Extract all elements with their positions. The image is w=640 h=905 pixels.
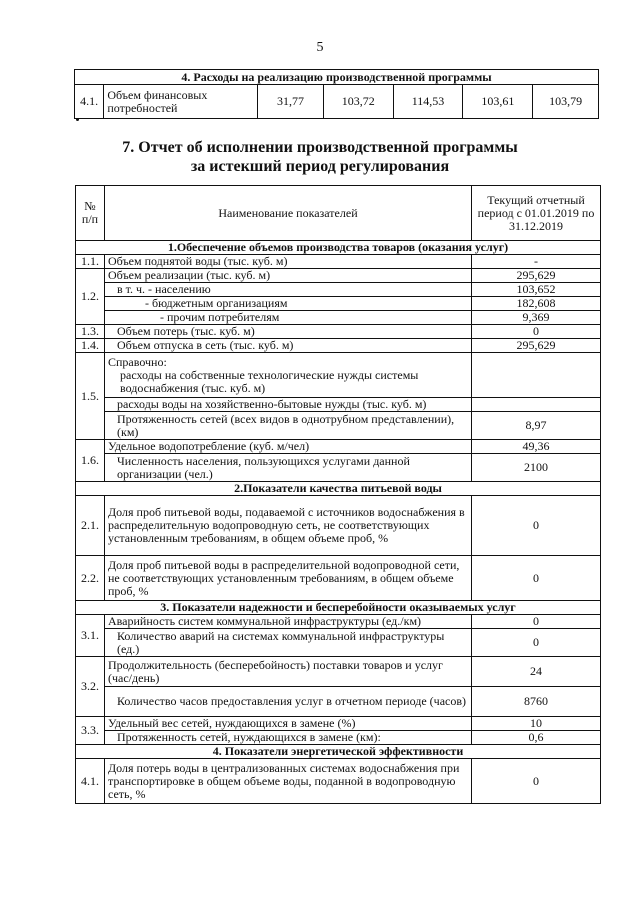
report-table — [75, 185, 601, 804]
row-value: 9,369 — [472, 311, 601, 325]
row-label: Численность населения, пользующихся услугами данной организации (чел.) — [105, 454, 472, 482]
row-num: 4.1. — [76, 759, 105, 804]
row-label: - прочим потребителям — [105, 311, 472, 325]
row-value: 0 — [472, 615, 601, 629]
row-label: в т. ч. - населению — [105, 283, 472, 297]
row-label: Продолжительность (бесперебойность) поставки товаров и услуг (час/день) — [105, 657, 472, 687]
row-label: Удельное водопотребление (куб. м/чел) — [105, 440, 472, 454]
row-label: Объем потерь (тыс. куб. м) — [105, 325, 472, 339]
title-line-2: за истекший период регулирования — [190, 158, 450, 175]
row-label: Доля потерь воды в централизованных системах водоснабжения при транспортировке в общем объеме воды, поданной в водопроводную сеть, % — [105, 759, 472, 804]
row-value: 0 — [472, 496, 601, 556]
row-num: 1.1. — [76, 255, 105, 269]
col-num-header: № п/п — [76, 186, 105, 241]
row-label — [105, 353, 472, 398]
row-num: 3.1. — [76, 615, 105, 657]
value-cell: 103,79 — [533, 85, 599, 119]
row-value: 0,6 — [472, 731, 601, 745]
row-value: 295,629 — [472, 269, 601, 283]
value-cell: 31,77 — [258, 85, 324, 119]
row-value: 8,97 — [472, 412, 601, 440]
expenses-header: 4. Расходы на реализацию производственной программы — [75, 70, 599, 85]
row-value — [472, 398, 601, 412]
section-2: 2.Показатели качества питьевой воды — [76, 482, 601, 496]
row-value: 2100 — [472, 454, 601, 482]
row-num: 1.3. — [76, 325, 105, 339]
row-value: 24 — [472, 657, 601, 687]
report-title — [0, 138, 640, 176]
row-label: Доля проб питьевой воды, подаваемой с источников водоснабжения в распределительную водопроводную сеть, не соответствующих установленным требованиям, в общем объеме проб, % — [105, 496, 472, 556]
row-label: Аварийность систем коммунальной инфраструктуры (ед./км) — [105, 615, 472, 629]
row-label: расходы воды на хозяйственно-бытовые нужды (тыс. куб. м) — [105, 398, 472, 412]
row-num: 3.3. — [76, 717, 105, 745]
row-label: - бюджетным организациям — [105, 297, 472, 311]
row-num: 2.1. — [76, 496, 105, 556]
stray-mark — [76, 118, 79, 121]
row-num: 1.6. — [76, 440, 105, 482]
row-label: Объем отпуска в сеть (тыс. куб. м) — [105, 339, 472, 353]
row-value: 0 — [472, 325, 601, 339]
row-num: 3.2. — [76, 657, 105, 717]
row-label-text: расходы на собственные технологические нужды системы водоснабжения (тыс. куб. м) — [120, 367, 419, 395]
row-label: Количество аварий на системах коммунальной инфраструктуры (ед.) — [105, 629, 472, 657]
row-value — [472, 353, 601, 398]
section-3: 3. Показатели надежности и бесперебойности оказываемых услуг — [76, 601, 601, 615]
row-value: 0 — [472, 629, 601, 657]
row-value: 182,608 — [472, 297, 601, 311]
value-cell: 114,53 — [393, 85, 463, 119]
row-value: 8760 — [472, 687, 601, 717]
row-num: 2.2. — [76, 556, 105, 601]
row-label: Доля проб питьевой воды в распределительной водопроводной сети, не соответствующих установленным требованиям, в общем объеме проб, % — [105, 556, 472, 601]
row-value: 103,652 — [472, 283, 601, 297]
row-label: Объем поднятой воды (тыс. куб. м) — [105, 255, 472, 269]
row-value: 295,629 — [472, 339, 601, 353]
row-value: - — [472, 255, 601, 269]
value-cell: 103,61 — [463, 85, 533, 119]
page-number: 5 — [316, 40, 324, 55]
row-label: Объем реализации (тыс. куб. м) — [105, 269, 472, 283]
row-num: 1.4. — [76, 339, 105, 353]
row-num: 4.1. — [75, 85, 104, 119]
value-cell: 103,72 — [323, 85, 393, 119]
col-period-header: Текущий отчетный период с 01.01.2019 по 31.12.2019 — [472, 186, 601, 241]
row-value: 0 — [472, 759, 601, 804]
section-1: 1.Обеспечение объемов производства товаров (оказания услуг) — [76, 241, 601, 255]
row-label: Объем финансовых потребностей — [104, 85, 258, 119]
row-num: 1.5. — [76, 353, 105, 440]
title-line-1: 7. Отчет об исполнении производственной программы — [122, 139, 518, 156]
row-num: 1.2. — [76, 269, 105, 325]
row-label: Количество часов предоставления услуг в отчетном периоде (часов) — [105, 687, 472, 717]
section-4: 4. Показатели энергетической эффективности — [76, 745, 601, 759]
col-name-header: Наименование показателей — [105, 186, 472, 241]
row-label: Удельный вес сетей, нуждающихся в замене (%) — [105, 717, 472, 731]
row-value: 10 — [472, 717, 601, 731]
row-label: Протяженность сетей, нуждающихся в замене (км): — [105, 731, 472, 745]
row-value: 49,36 — [472, 440, 601, 454]
row-label: Протяженность сетей (всех видов в однотрубном представлении), (км) — [105, 412, 472, 440]
expenses-table — [74, 69, 599, 119]
row-value: 0 — [472, 556, 601, 601]
reference-label: Справочно: — [108, 354, 167, 369]
